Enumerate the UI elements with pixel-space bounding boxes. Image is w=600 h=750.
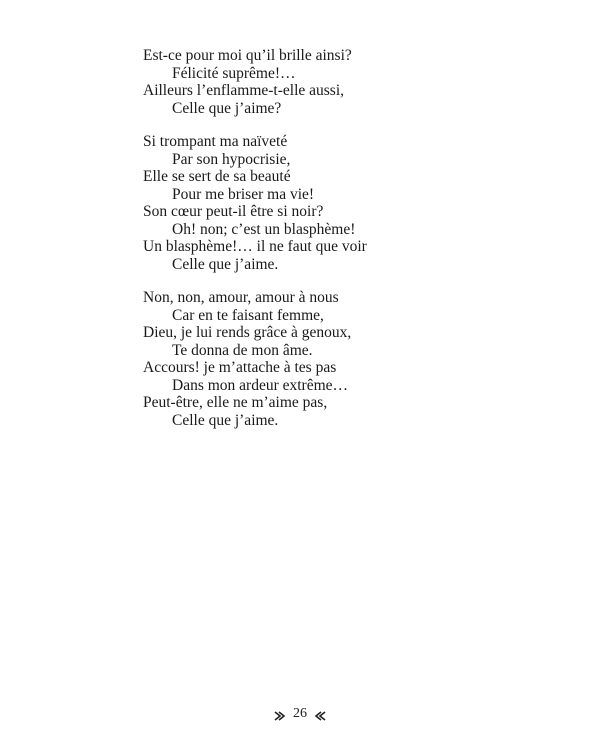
poem-line: Peut-être, elle ne m’aime pas, [143,394,328,411]
poem-line: Est-ce pour moi qu’il brille ainsi? [143,47,352,64]
poem-line: Celle que j’aime? [172,99,282,117]
stanza-1 [143,47,443,117]
poem-line: Ailleurs l’enflamme-t-elle aussi, [143,82,345,99]
poem-line: Pour me briser ma vie! [172,185,315,203]
stanza-3 [143,289,443,429]
arrow-left-ornament-icon [314,709,326,719]
page-footer [0,705,600,723]
poem-line: Oh! non; c’est un blasphème! [172,220,356,238]
poem-line: Accours! je m’attache à tes pas [143,359,337,376]
poem-line: Dans mon ardeur extrême… [172,376,349,394]
poem-line: Car en te faisant femme, [172,306,324,324]
page-number: 26 [293,706,307,721]
poem-line: Non, non, amour, amour à nous [143,289,339,306]
poem-body [143,47,443,445]
poem-line: Félicité suprême!… [172,64,296,82]
poem-line: Si trompant ma naïveté [143,133,288,150]
poem-line: Par son hypocrisie, [172,150,291,168]
arrow-right-ornament-icon [274,709,286,719]
poem-line: Te donna de mon âme. [172,341,313,359]
poem-line: Un blasphème!… il ne faut que voir [143,238,367,255]
poem-line: Elle se sert de sa beauté [143,168,291,185]
poem-line: Dieu, je lui rends grâce à genoux, [143,324,352,341]
poem-line: Celle que j’aime. [172,411,279,429]
poem-line: Celle que j’aime. [172,255,279,273]
stanza-2 [143,133,443,273]
poem-line: Son cœur peut-il être si noir? [143,203,324,220]
